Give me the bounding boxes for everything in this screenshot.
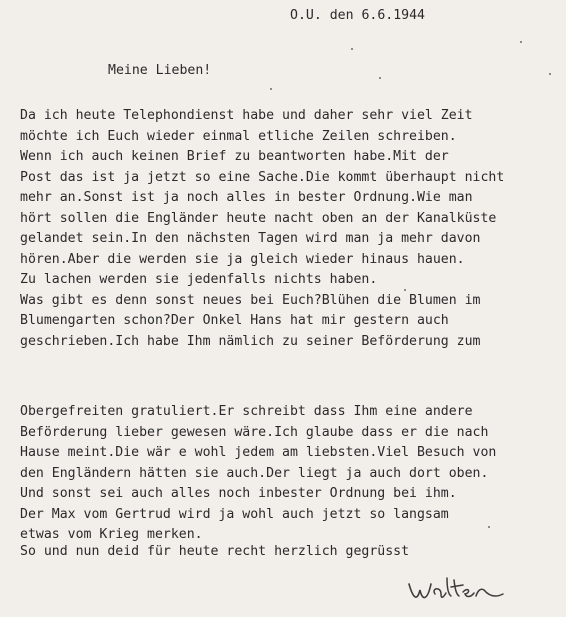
text-line: Beförderung lieber gewesen wäre.Ich glaube dass er die nach — [20, 424, 489, 440]
text-line: Da ich heute Telephondienst habe und daher sehr viel Zeit — [20, 108, 473, 123]
text-line: hört sollen die Engländer heute nacht oben an der Kanalküste — [20, 210, 497, 226]
text-line: geschrieben.Ich habe Ihm nämlich zu seiner Beförderung zum — [20, 333, 481, 349]
text-line: Blumengarten schon?Der Onkel Hans hat mir gestern auch — [20, 313, 449, 328]
ink-speck — [404, 289, 406, 291]
handwritten-signature — [405, 572, 515, 606]
text-line: etwas vom Krieg merken. — [20, 527, 203, 542]
text-line: Post das ist ja jetzt so eine Sache.Die kommt überhaupt nicht — [20, 169, 505, 185]
letter-closing: So und nun deid für heute recht herzlich gegrüsst — [20, 544, 410, 559]
text-line: Was gibt es denn sonst neues bei Euch?Blühen die Blumen im — [20, 292, 481, 308]
text-line: Und sonst sei auch alles noch inbester Ordnung bei ihm. — [20, 486, 457, 501]
ink-speck — [351, 48, 353, 50]
letter-salutation: Meine Lieben! — [108, 63, 212, 78]
text-line: Wenn ich auch keinen Brief zu beantworten habe.Mit der — [20, 149, 449, 164]
text-line: Hause meint.Die wär e wohl jedem am liebsten.Viel Besuch von — [20, 445, 497, 460]
text-line: Der Max vom Gertrud wird ja wohl auch jetzt so langsam — [20, 506, 449, 522]
letter-paragraph-2 — [20, 402, 496, 546]
ink-speck — [379, 77, 381, 79]
letter-date: O.U. den 6.6.1944 — [290, 8, 425, 23]
letter-paragraph-1 — [20, 106, 504, 352]
ink-speck — [549, 73, 551, 75]
text-line: mehr an.Sonst ist ja noch alles in bester Ordnung.Wie man — [20, 190, 473, 205]
text-line: den Engländern hätten sie auch.Der liegt ja auch dort oben. — [20, 465, 489, 481]
text-line: Zu lachen werden sie jedenfalls nichts haben. — [20, 272, 378, 287]
ink-speck — [488, 526, 490, 528]
text-line: hören.Aber die werden sie ja gleich wieder hinaus hauen. — [20, 251, 465, 267]
text-line: möchte ich Euch wieder einmal etliche Zeilen schreiben. — [20, 128, 457, 144]
ink-speck — [270, 88, 272, 90]
ink-speck — [520, 41, 522, 43]
text-line: Obergefreiten gratuliert.Er schreibt dass Ihm eine andere — [20, 404, 473, 419]
text-line: gelandet sein.In den nächsten Tagen wird man ja mehr davon — [20, 231, 481, 246]
